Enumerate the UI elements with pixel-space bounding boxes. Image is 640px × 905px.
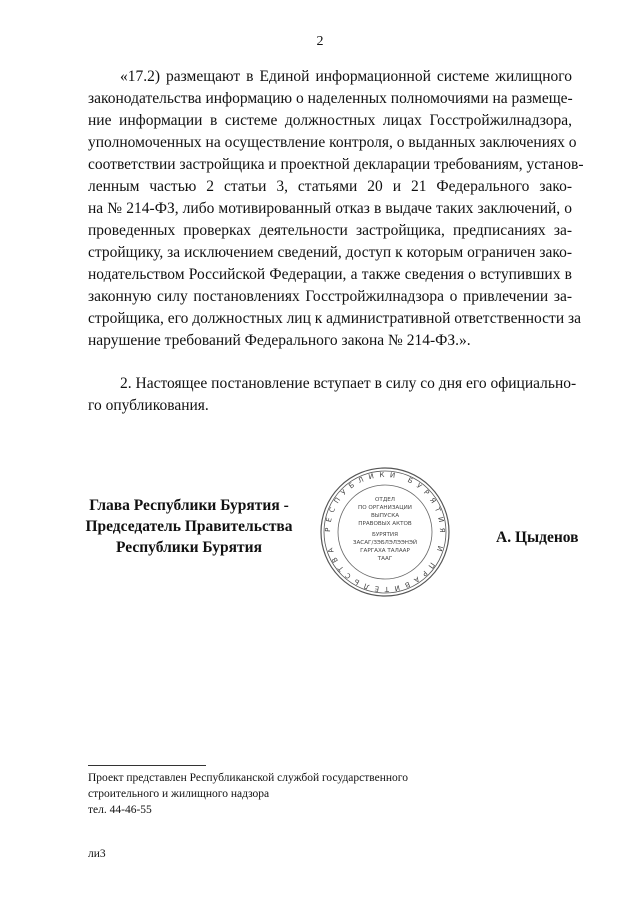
stamp-inner-line: ТААГ <box>377 556 393 562</box>
paragraph-line: нарушение требований Федерального закона № 214-ФЗ.». <box>88 332 471 349</box>
paragraph-line: проведенных проверках деятельности застройщика, предписаниях за- <box>88 222 572 239</box>
paragraph-line: стройщику, за исключением сведений, доступ к которым ограничен зако- <box>88 244 572 261</box>
stamp-inner-line: ОТДЕЛ <box>375 497 395 503</box>
official-stamp <box>318 465 452 599</box>
paragraph-line: законную силу постановлениях Госстройжилнадзора о привлечении за- <box>88 288 572 305</box>
stamp-outer-text: РЕСПУБЛИКИ БУРЯТИЯ И ПРАВИТЕЛЬСТВА <box>323 470 447 594</box>
stamp-inner-line: ГАРГАХА ТАЛААР <box>360 548 410 554</box>
paragraph-line: 2. Настоящее постановление вступает в силу со дня его официально- <box>120 375 577 392</box>
stamp-inner-line: ВЫПУСКА <box>370 513 400 519</box>
stamp-inner-line: БУРЯТИЯ <box>372 532 398 538</box>
paragraph-line: «17.2) размещают в Единой информационной системе жилищного <box>120 68 572 85</box>
signatory-title <box>74 495 304 558</box>
footer-phone: тел. 44-46-55 <box>88 804 152 816</box>
signatory-title-line: Республики Бурятия <box>116 539 262 556</box>
stamp-inner-line: ПРАВОВЫХ АКТОВ <box>358 521 412 527</box>
paragraph-line: на № 214-ФЗ, либо мотивированный отказ в выдаче таких заключений, о <box>88 200 572 217</box>
footer-divider <box>88 765 206 766</box>
paragraph-line: стройщика, его должностных лиц к административной ответственности за <box>88 310 582 327</box>
document-code: ли3 <box>88 848 106 860</box>
paragraph-line: ние информации в системе должностных лицах Госстройжилнадзора, <box>88 112 572 129</box>
footer-line: строительного и жилищного надзора <box>88 788 270 800</box>
signatory-title-line: Председатель Правительства <box>85 518 293 535</box>
paragraph-line: законодательства информацию о наделенных полномочиями на размеще- <box>88 90 573 107</box>
stamp-inner-line: ЗАСАГ/ЗЭБЛЭЛЭЭНЭЙ <box>352 540 418 546</box>
paragraph-line: го опубликования. <box>88 397 209 414</box>
stamp-inner-line: ПО ОРГАНИЗАЦИИ <box>358 505 412 511</box>
footer-line: Проект представлен Республиканской службой государственного <box>88 772 408 784</box>
page-number: 2 <box>316 34 324 49</box>
paragraph-line: соответствии застройщика и проектной декларации требованиям, установ- <box>88 156 584 173</box>
paragraph-line: нодательством Российской Федерации, а также сведения о вступивших в <box>88 266 572 283</box>
paragraph-line: уполномоченных на осуществление контроля, о выданных заключениях о <box>88 134 577 151</box>
paragraph-line: ленным частью 2 статьи 3, статьями 20 и 21 Федерального зако- <box>88 178 572 195</box>
signatory-name: А. Цыденов <box>496 529 579 546</box>
signatory-title-line: Глава Республики Бурятия - <box>89 497 289 514</box>
